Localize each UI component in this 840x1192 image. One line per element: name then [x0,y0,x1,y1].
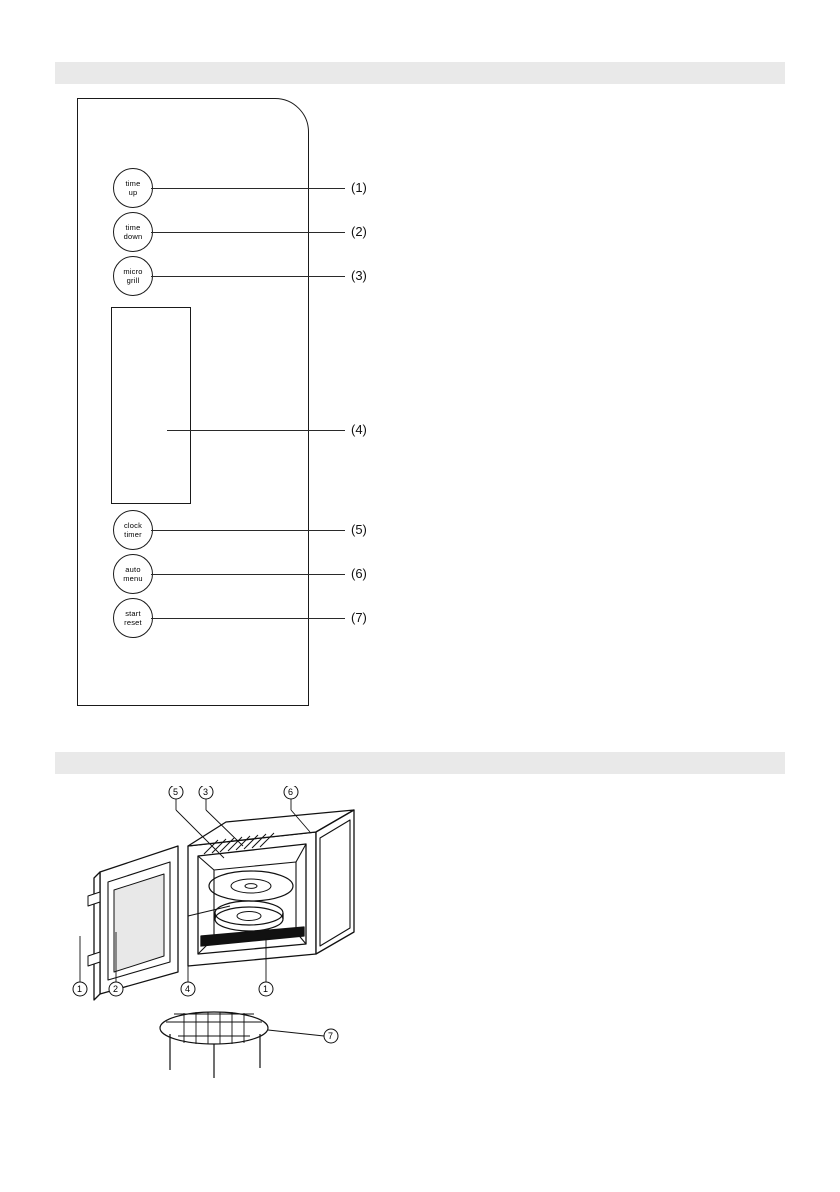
callout-4: (4) [351,422,367,437]
callout-3: (3) [351,268,367,283]
button-auto-menu[interactable] [113,554,153,594]
oven-callout-4: 4 [185,984,191,994]
leader-line-7 [151,618,345,619]
leader-line-4 [167,430,345,431]
button-time-down-line2: down [123,232,143,241]
leader-line-3 [151,276,345,277]
button-clock-timer-line1: clock [123,521,143,530]
oven-callout-1-cavity: 1 [263,984,269,994]
display-window [111,307,191,504]
callout-6: (6) [351,566,367,581]
section-divider-top [55,62,785,84]
button-clock-timer-line2: timer [124,530,142,539]
oven-callout-7-rack: 7 [328,1031,334,1041]
leader-line-2 [151,232,345,233]
button-micro-grill-line1: micro [123,267,143,276]
button-start-reset-line1: start [125,609,141,618]
oven-callout-2-door: 2 [113,984,119,994]
control-panel-figure [55,95,795,735]
button-clock-timer[interactable] [113,510,153,550]
oven-illustration [38,786,458,1096]
button-time-up-line1: time [125,179,141,188]
leader-line-6 [151,574,345,575]
oven-callout-6: 6 [288,787,294,797]
button-micro-grill[interactable] [113,256,153,296]
button-time-down[interactable] [113,212,153,252]
callout-1: (1) [351,180,367,195]
button-time-up[interactable] [113,168,153,208]
button-micro-grill-line2: grill [126,276,140,285]
callout-2: (2) [351,224,367,239]
callout-7: (7) [351,610,367,625]
leader-line-1 [151,188,345,189]
button-auto-menu-line1: auto [125,565,141,574]
oven-callout-5: 5 [173,787,179,797]
button-start-reset-line2: reset [124,618,142,627]
section-divider-bottom [55,752,785,774]
button-time-up-line2: up [128,188,138,197]
oven-diagram-figure [38,786,458,1096]
button-time-down-line1: time [125,223,141,232]
leader-line-5 [151,530,345,531]
oven-callout-1-door: 1 [77,984,83,994]
button-auto-menu-line2: menu [123,574,143,583]
oven-callout-3: 3 [203,787,209,797]
callout-5: (5) [351,522,367,537]
button-start-reset[interactable] [113,598,153,638]
